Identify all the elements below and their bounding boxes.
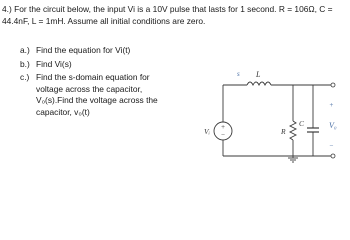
inductor-label: L <box>256 70 261 79</box>
problem-statement: 4.) For the circuit below, the input Vi is a 10V pulse that lasts for 1 second. R = 106Ω, C = 44.4nF, L = 1mH. Assume all initial conditions are zero. <box>2 4 333 26</box>
resistor-label: R <box>281 127 286 136</box>
output-minus-sign: − <box>329 142 334 150</box>
part-marker: c.) <box>20 72 30 82</box>
output-terminal-top <box>331 83 335 87</box>
output-label: V₀ <box>329 121 337 130</box>
source-minus-sign: − <box>220 131 226 139</box>
part-marker: b.) <box>20 58 30 69</box>
inductor-symbol <box>247 82 271 85</box>
node-label: s <box>237 70 240 78</box>
part-text: Find Vi(s) <box>36 58 72 69</box>
list-item <box>20 72 170 118</box>
part-marker: a.) <box>20 45 30 55</box>
output-terminal-bottom <box>331 154 335 158</box>
resistor-symbol <box>290 121 296 140</box>
circuit-diagram <box>195 58 345 163</box>
part-text: Find the s-domain equation for voltage across the capacitor, V₀(s).Find the voltage across the capacitor, v₀(t) <box>36 72 158 117</box>
capacitor-label: C <box>299 119 305 128</box>
list-item <box>20 59 170 71</box>
part-text: Find the equation for Vi(t) <box>36 45 131 55</box>
output-plus-sign: + <box>329 101 334 109</box>
source-label: Vᵢ <box>204 127 210 136</box>
parts-list <box>20 45 170 118</box>
source-plus-sign: + <box>220 123 226 131</box>
list-item <box>20 45 170 57</box>
